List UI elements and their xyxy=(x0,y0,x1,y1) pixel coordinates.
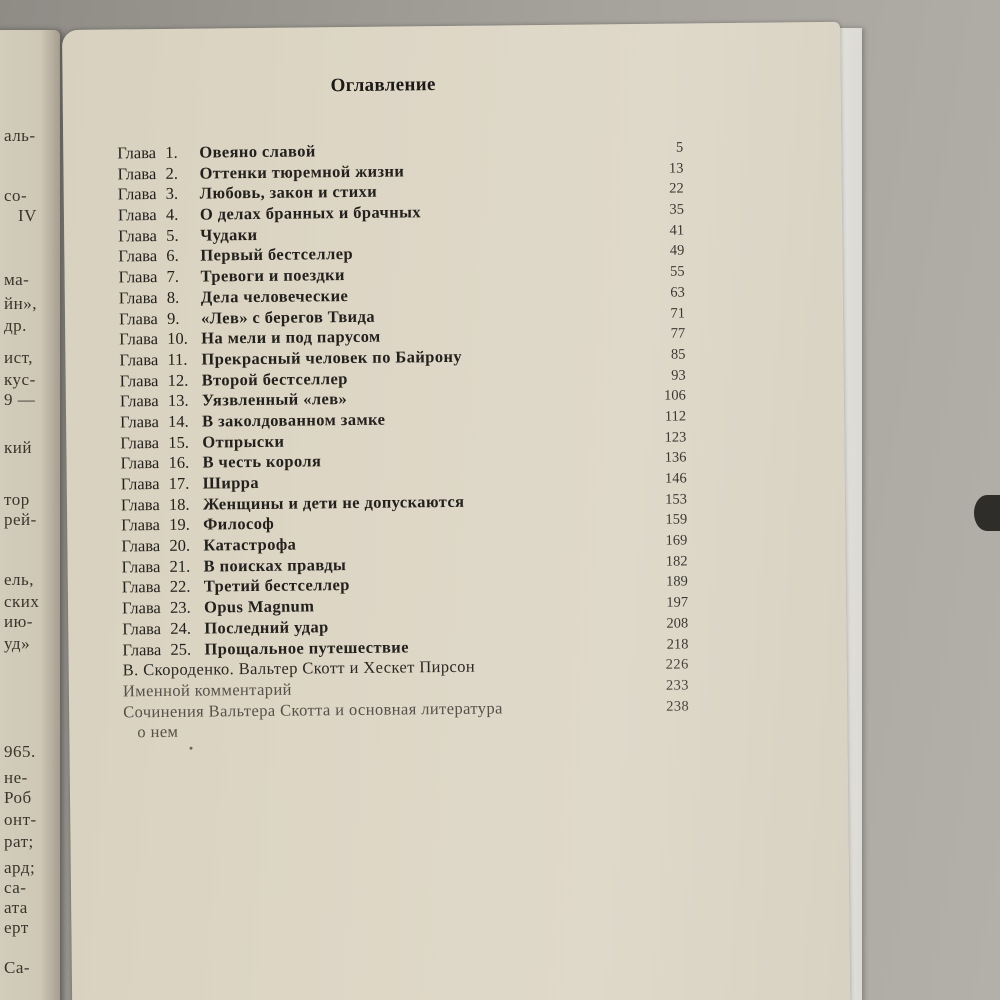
chapter-number: 8. xyxy=(166,287,180,307)
chapter-page: 218 xyxy=(666,635,689,653)
chapter-number: 25. xyxy=(170,639,192,659)
chapter-number: 22. xyxy=(169,577,191,597)
chapter-page: 71 xyxy=(670,304,686,322)
chapter-label: Глава xyxy=(119,349,159,370)
left-page-fragment: тор xyxy=(4,490,30,509)
chapter-label: Глава xyxy=(121,536,161,556)
chapter-label: Глава xyxy=(117,184,157,204)
chapter-page: 49 xyxy=(669,242,685,260)
left-page-fragment: рат; xyxy=(4,832,34,851)
chapter-label: Глава xyxy=(118,246,158,266)
chapter-label: Глава xyxy=(118,225,158,246)
left-page-fragment: кус- xyxy=(4,370,36,389)
left-page-fragment: 965. xyxy=(4,742,36,761)
chapter-title: Овеяно славой xyxy=(199,141,316,162)
chapter-title: Последний удар xyxy=(204,617,329,638)
chapter-label: Глава xyxy=(119,329,159,349)
book-page xyxy=(62,22,850,1000)
chapter-page: 41 xyxy=(669,222,685,239)
left-page-fragment: IV xyxy=(18,206,37,225)
chapter-number: 14. xyxy=(168,411,189,431)
chapter-title: В честь короля xyxy=(202,451,322,472)
chapter-label: Глава xyxy=(120,453,160,473)
toc-extra-continuation: о нем xyxy=(137,722,179,742)
chapter-number: 10. xyxy=(167,328,188,349)
left-page-fragment: онт- xyxy=(4,810,37,829)
left-page-fragment: Са- xyxy=(4,958,31,977)
chapter-page: 197 xyxy=(666,594,689,611)
chapter-number: 20. xyxy=(169,535,191,555)
chapter-page: 13 xyxy=(668,160,684,177)
chapter-label: Глава xyxy=(119,391,159,411)
chapter-number: 9. xyxy=(166,308,180,328)
chapter-label: Глава xyxy=(117,143,157,163)
chapter-page: 93 xyxy=(671,367,686,384)
chapter-page: 159 xyxy=(665,511,688,529)
chapter-label: Глава xyxy=(118,287,158,308)
chapter-title: Прощальное путешествие xyxy=(204,636,409,659)
left-page-fragment: ма- xyxy=(4,270,30,289)
chapter-number: 12. xyxy=(167,370,189,390)
chapter-title: В заколдованном замке xyxy=(202,409,386,431)
left-page-fragment: Роб xyxy=(4,788,32,807)
chapter-title: Женщины и дети не допускаются xyxy=(202,491,465,514)
chapter-number: 6. xyxy=(166,246,179,266)
left-page-fragment: аль- xyxy=(4,126,36,145)
chapter-page: 112 xyxy=(664,408,687,425)
chapter-page: 208 xyxy=(666,615,689,632)
chapter-label: Глава xyxy=(121,598,161,618)
chapter-label: Глава xyxy=(118,267,158,287)
extra-title: Сочинения Вальтера Скотта и основная литература xyxy=(123,698,503,721)
table-of-contents xyxy=(117,138,690,744)
chapter-number: 24. xyxy=(170,618,191,638)
chapter-title: В поисках правды xyxy=(203,554,347,576)
chapter-label: Глава xyxy=(122,618,162,639)
extra-page: 233 xyxy=(665,677,689,694)
chapter-page: 182 xyxy=(665,553,688,570)
left-page-fragment: уд» xyxy=(4,634,31,653)
left-page-fragment: ию- xyxy=(4,612,33,631)
chapter-label: Глава xyxy=(120,432,160,453)
chapter-title: Тревоги и поездки xyxy=(200,265,345,286)
chapter-page: 136 xyxy=(664,449,687,467)
left-page-fragment: со- xyxy=(4,186,28,205)
chapter-page: 63 xyxy=(670,284,685,301)
chapter-label: Глава xyxy=(118,308,158,328)
chapter-label: Глава xyxy=(122,639,162,659)
chapter-title: Прекрасный человек по Байрону xyxy=(201,346,463,369)
left-page-fragment: др. xyxy=(4,316,27,335)
left-page-fragment: са- xyxy=(4,878,27,897)
chapter-number: 2. xyxy=(165,163,178,183)
chapter-title: «Лев» с берегов Твида xyxy=(200,306,376,328)
chapter-page: 55 xyxy=(669,263,685,280)
shadow-object xyxy=(974,495,1000,531)
chapter-label: Глава xyxy=(121,556,161,577)
chapter-label: Глава xyxy=(117,205,157,225)
left-page-fragment: ских xyxy=(4,592,40,611)
left-page-fragment: 9 — xyxy=(4,390,36,409)
left-page-fragment: йн», xyxy=(4,294,37,313)
chapter-number: 18. xyxy=(168,494,190,514)
chapter-page: 35 xyxy=(669,201,684,218)
chapter-page: 169 xyxy=(665,532,688,549)
page-title: Оглавление xyxy=(330,74,436,97)
chapter-title: Катастрофа xyxy=(203,534,297,555)
chapter-number: 15. xyxy=(168,432,190,452)
extra-title: Именной комментарий xyxy=(122,679,292,701)
chapter-page: 123 xyxy=(664,429,687,446)
chapter-title: На мели и под парусом xyxy=(201,326,381,348)
left-page-fragment: ель, xyxy=(4,570,35,589)
left-page-fragment: ард; xyxy=(4,858,36,877)
left-page-fragment: ист, xyxy=(4,348,34,367)
chapter-number: 13. xyxy=(167,390,189,411)
chapter-title: Третий бестселлер xyxy=(203,575,350,596)
extra-page: 238 xyxy=(666,698,690,715)
chapter-label: Глава xyxy=(117,163,157,184)
left-page-fragment: кий xyxy=(4,438,32,457)
chapter-title: Любовь, закон и стихи xyxy=(199,182,378,203)
chapter-number: 16. xyxy=(168,453,190,473)
chapter-page: 153 xyxy=(665,491,688,508)
left-adjacent-page xyxy=(0,30,60,1000)
chapter-number: 11. xyxy=(167,349,188,369)
left-page-fragment: ата xyxy=(4,898,28,917)
chapter-page: 106 xyxy=(664,387,686,404)
chapter-title: Философ xyxy=(203,514,275,534)
chapter-number: 23. xyxy=(169,597,191,618)
chapter-page: 77 xyxy=(670,325,686,342)
extra-title: В. Скороденко. Вальтер Скотт и Хескет Пирсон xyxy=(122,656,476,680)
chapter-page: 22 xyxy=(669,180,684,198)
chapter-title: Оттенки тюремной жизни xyxy=(199,161,405,183)
chapter-title: Отпрыски xyxy=(202,431,285,452)
paper-speck xyxy=(190,747,193,750)
chapter-label: Глава xyxy=(121,577,161,597)
chapter-page: 5 xyxy=(675,139,684,156)
chapter-page: 85 xyxy=(670,346,686,363)
chapter-title: Уязвленный «лев» xyxy=(201,389,348,410)
chapter-title: О делах бранных и брачных xyxy=(199,202,422,224)
chapter-label: Глава xyxy=(120,411,159,432)
chapter-title: Дела человеческие xyxy=(200,285,349,307)
chapter-page: 146 xyxy=(664,470,687,487)
chapter-number: 4. xyxy=(165,204,179,224)
chapter-label: Глава xyxy=(119,370,159,390)
chapter-number: 1. xyxy=(165,142,178,162)
chapter-label: Глава xyxy=(120,494,160,515)
left-page-fragment: рей- xyxy=(4,510,37,529)
left-page-fragment: не- xyxy=(4,768,28,787)
chapter-label: Глава xyxy=(120,474,160,494)
chapter-title: Ширра xyxy=(202,472,260,493)
extra-page: 226 xyxy=(665,656,689,673)
chapter-number: 21. xyxy=(169,556,191,576)
left-page-fragment: ерт xyxy=(4,918,29,937)
chapter-number: 7. xyxy=(166,266,180,287)
chapter-number: 5. xyxy=(166,225,179,245)
chapter-number: 3. xyxy=(165,184,179,204)
chapter-title: Первый бестселлер xyxy=(200,244,354,266)
chapter-label: Глава xyxy=(121,515,161,535)
chapter-title: Чудаки xyxy=(200,224,258,245)
chapter-page: 189 xyxy=(665,573,688,591)
chapter-number: 19. xyxy=(169,515,190,535)
chapter-number: 17. xyxy=(168,473,190,493)
chapter-title: Opus Magnum xyxy=(203,596,315,617)
chapter-title: Второй бестселлер xyxy=(201,368,348,390)
